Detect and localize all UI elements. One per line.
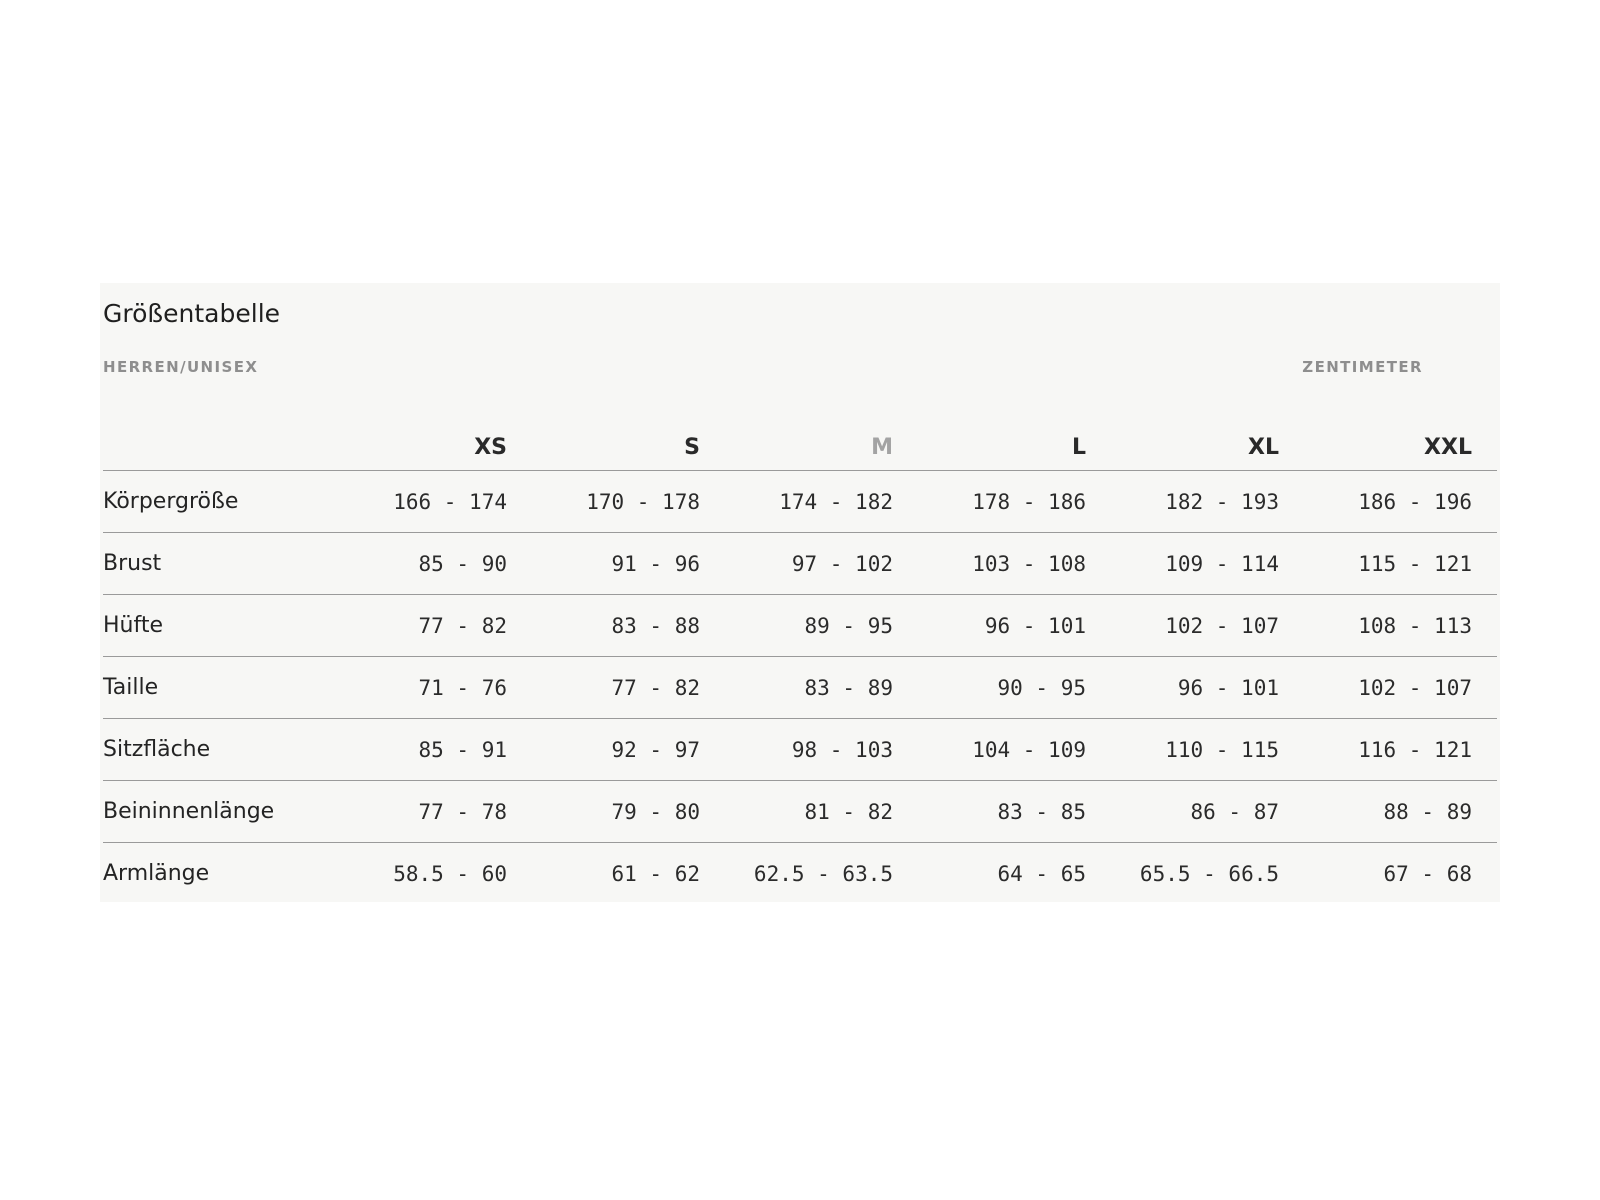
size-header-row <box>103 425 1497 471</box>
cell-value: 174 - 182 <box>779 489 893 514</box>
cell-value: 58.5 - 60 <box>393 861 507 886</box>
cell-value: 108 - 113 <box>1358 613 1472 638</box>
unit-label: ZENTIMETER <box>1302 358 1423 376</box>
row-label: Taille <box>103 675 159 700</box>
cell-value: 77 - 82 <box>418 613 507 638</box>
cell-value: 85 - 90 <box>418 551 507 576</box>
cell-value: 97 - 102 <box>791 551 893 576</box>
cell-value: 77 - 78 <box>418 799 507 824</box>
cell-value: 83 - 88 <box>611 613 700 638</box>
cell-value: 115 - 121 <box>1358 551 1472 576</box>
cell-value: 102 - 107 <box>1165 613 1279 638</box>
cell-value: 104 - 109 <box>972 737 1086 762</box>
cell-value: 103 - 108 <box>972 551 1086 576</box>
chart-meta-row <box>103 358 1497 376</box>
cell-value: 85 - 91 <box>418 737 507 762</box>
cell-value: 166 - 174 <box>393 489 507 514</box>
cell-value: 96 - 101 <box>984 613 1086 638</box>
table-row-armlaenge <box>103 843 1497 905</box>
cell-value: 116 - 121 <box>1358 737 1472 762</box>
cell-value: 79 - 80 <box>611 799 700 824</box>
cell-value: 92 - 97 <box>611 737 700 762</box>
table-row-brust <box>103 533 1497 595</box>
cell-value: 89 - 95 <box>804 613 893 638</box>
cell-value: 98 - 103 <box>791 737 893 762</box>
cell-value: 77 - 82 <box>611 675 700 700</box>
cell-value: 170 - 178 <box>586 489 700 514</box>
table-row-huefte <box>103 595 1497 657</box>
size-header-s: S <box>684 435 700 460</box>
page-title: Größentabelle <box>103 299 281 328</box>
cell-value: 62.5 - 63.5 <box>753 861 893 886</box>
cell-value: 110 - 115 <box>1165 737 1279 762</box>
size-chart-panel <box>100 283 1500 902</box>
row-label: Brust <box>103 551 162 576</box>
cell-value: 71 - 76 <box>418 675 507 700</box>
cell-value: 81 - 82 <box>804 799 893 824</box>
cell-value: 102 - 107 <box>1358 675 1472 700</box>
table-row-koerpergroesse <box>103 471 1497 533</box>
cell-value: 61 - 62 <box>611 861 700 886</box>
cell-value: 178 - 186 <box>972 489 1086 514</box>
row-label: Hüfte <box>103 613 164 638</box>
table-row-sitzflaeche <box>103 719 1497 781</box>
cell-value: 64 - 65 <box>997 861 1086 886</box>
size-header-xs: XS <box>474 435 507 460</box>
cell-value: 88 - 89 <box>1383 799 1472 824</box>
cell-value: 83 - 85 <box>997 799 1086 824</box>
cell-value: 90 - 95 <box>997 675 1086 700</box>
size-header-l: L <box>1071 435 1086 460</box>
cell-value: 83 - 89 <box>804 675 893 700</box>
row-label: Sitzfläche <box>103 737 211 762</box>
cell-value: 182 - 193 <box>1165 489 1279 514</box>
size-table <box>103 425 1497 904</box>
size-header-xl: XL <box>1248 435 1279 460</box>
row-label: Armlänge <box>103 861 210 886</box>
row-label: Beininnenlänge <box>103 799 275 824</box>
table-row-taille <box>103 657 1497 719</box>
cell-value: 186 - 196 <box>1358 489 1472 514</box>
cell-value: 96 - 101 <box>1177 675 1279 700</box>
cell-value: 91 - 96 <box>611 551 700 576</box>
cell-value: 86 - 87 <box>1190 799 1279 824</box>
row-label: Körpergröße <box>103 489 239 514</box>
cell-value: 109 - 114 <box>1165 551 1279 576</box>
size-header-m: M <box>871 435 893 460</box>
size-header-spacer <box>103 425 314 471</box>
category-label: HERREN/UNISEX <box>103 358 259 376</box>
table-row-beininnenlaenge <box>103 781 1497 843</box>
cell-value: 65.5 - 66.5 <box>1139 861 1279 886</box>
cell-value: 67 - 68 <box>1383 861 1472 886</box>
size-header-xxl: XXL <box>1424 435 1472 460</box>
